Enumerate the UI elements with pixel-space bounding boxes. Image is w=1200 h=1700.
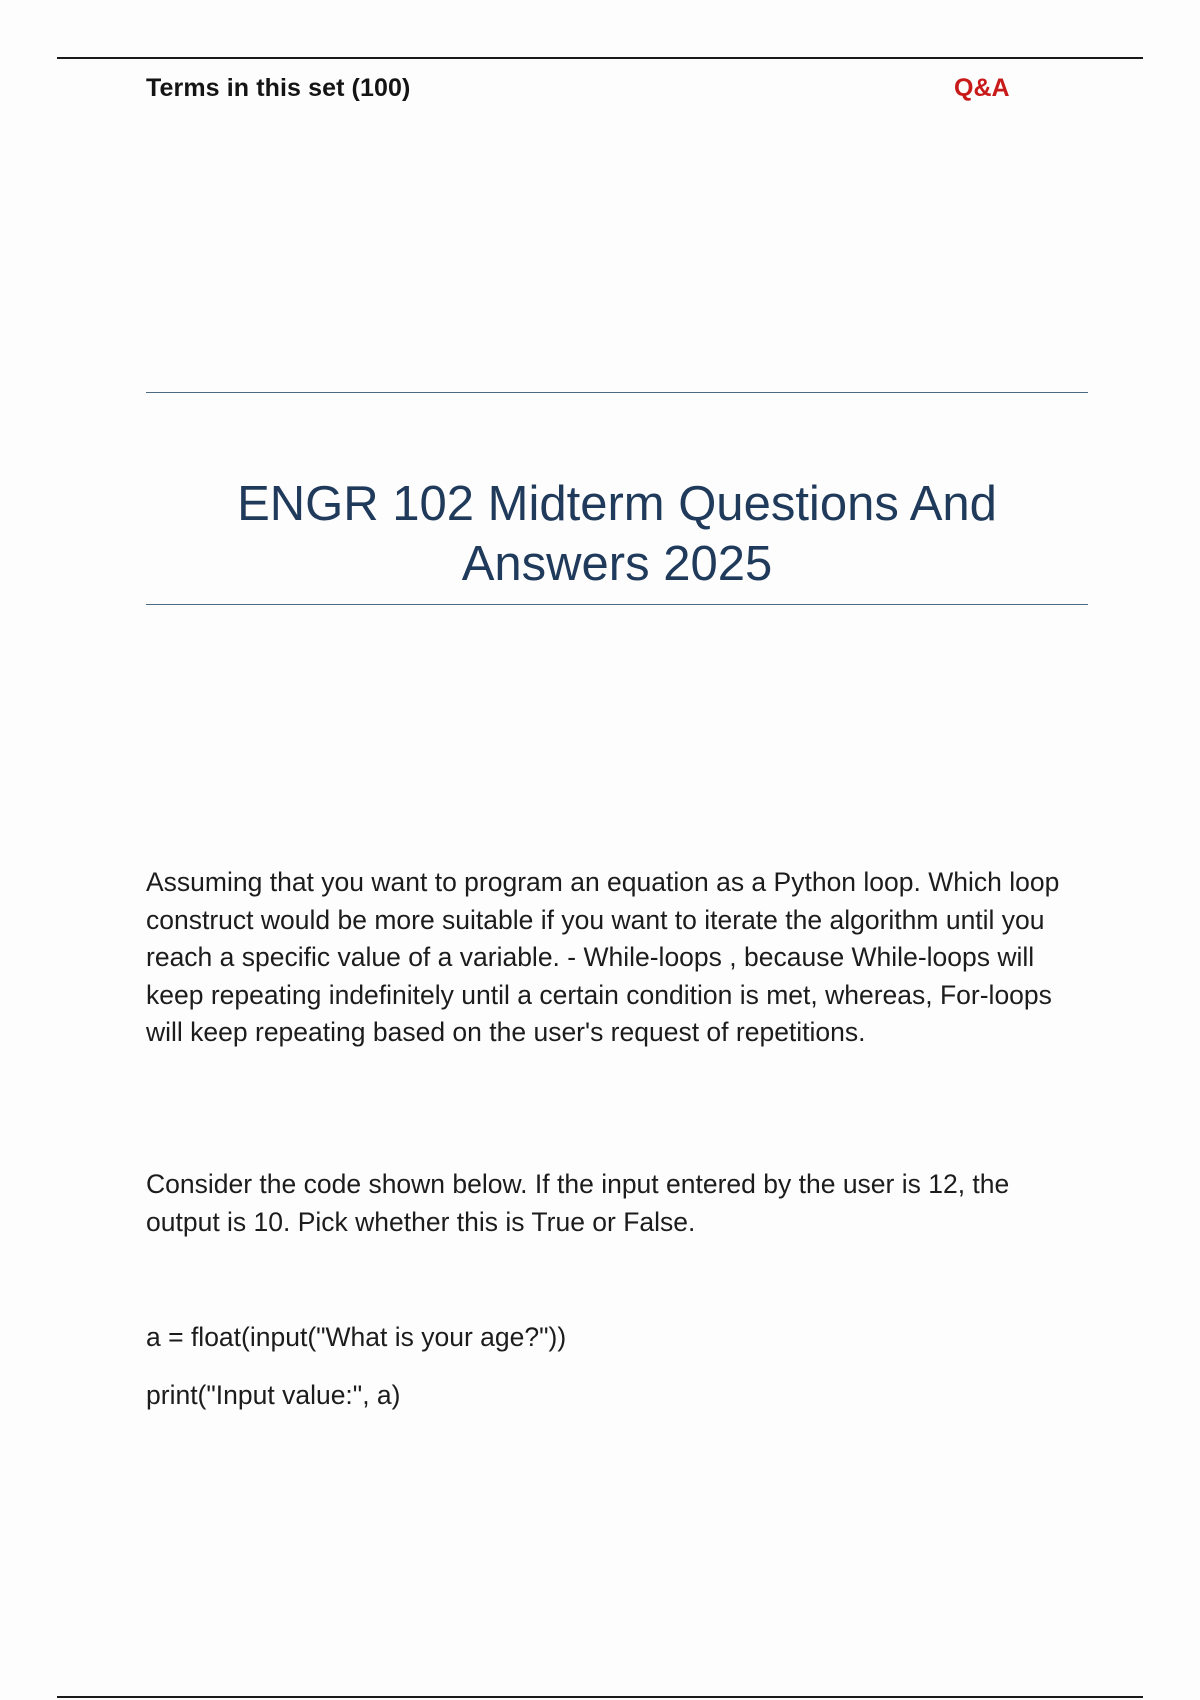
code-line-2: print("Input value:", a): [146, 1380, 401, 1410]
title-bottom-rule: [146, 604, 1088, 605]
set-header: [146, 74, 1018, 108]
document-title: [146, 474, 1088, 594]
code-line-1: a = float(input("What is your age?")): [146, 1322, 567, 1352]
qa-item-2: Consider the code shown below. If the input entered by the user is 12, the output is 10. Pick whether this is True or False.: [146, 1169, 1010, 1237]
terms-count-label: Terms in this set (100): [146, 74, 411, 102]
title-top-rule: [146, 392, 1088, 393]
page-top-rule: [57, 57, 1143, 59]
qa-label: Q&A: [954, 74, 1010, 102]
document-title-line-2: Answers 2025: [461, 537, 773, 591]
qa-item-1: Assuming that you want to program an equation as a Python loop. Which loop construct would be more suitable if you want to iterate the algorithm until you reach a specific value of a variable. - While-loops , because While-loops will keep repeating indefinitely until a certain condition is met, whereas, For-loops will keep repeating based on the user's request of repetitions.: [146, 867, 1060, 1047]
document-title-line-1: ENGR 102 Midterm Questions And: [237, 477, 997, 531]
page-bottom-rule: [57, 1696, 1143, 1698]
